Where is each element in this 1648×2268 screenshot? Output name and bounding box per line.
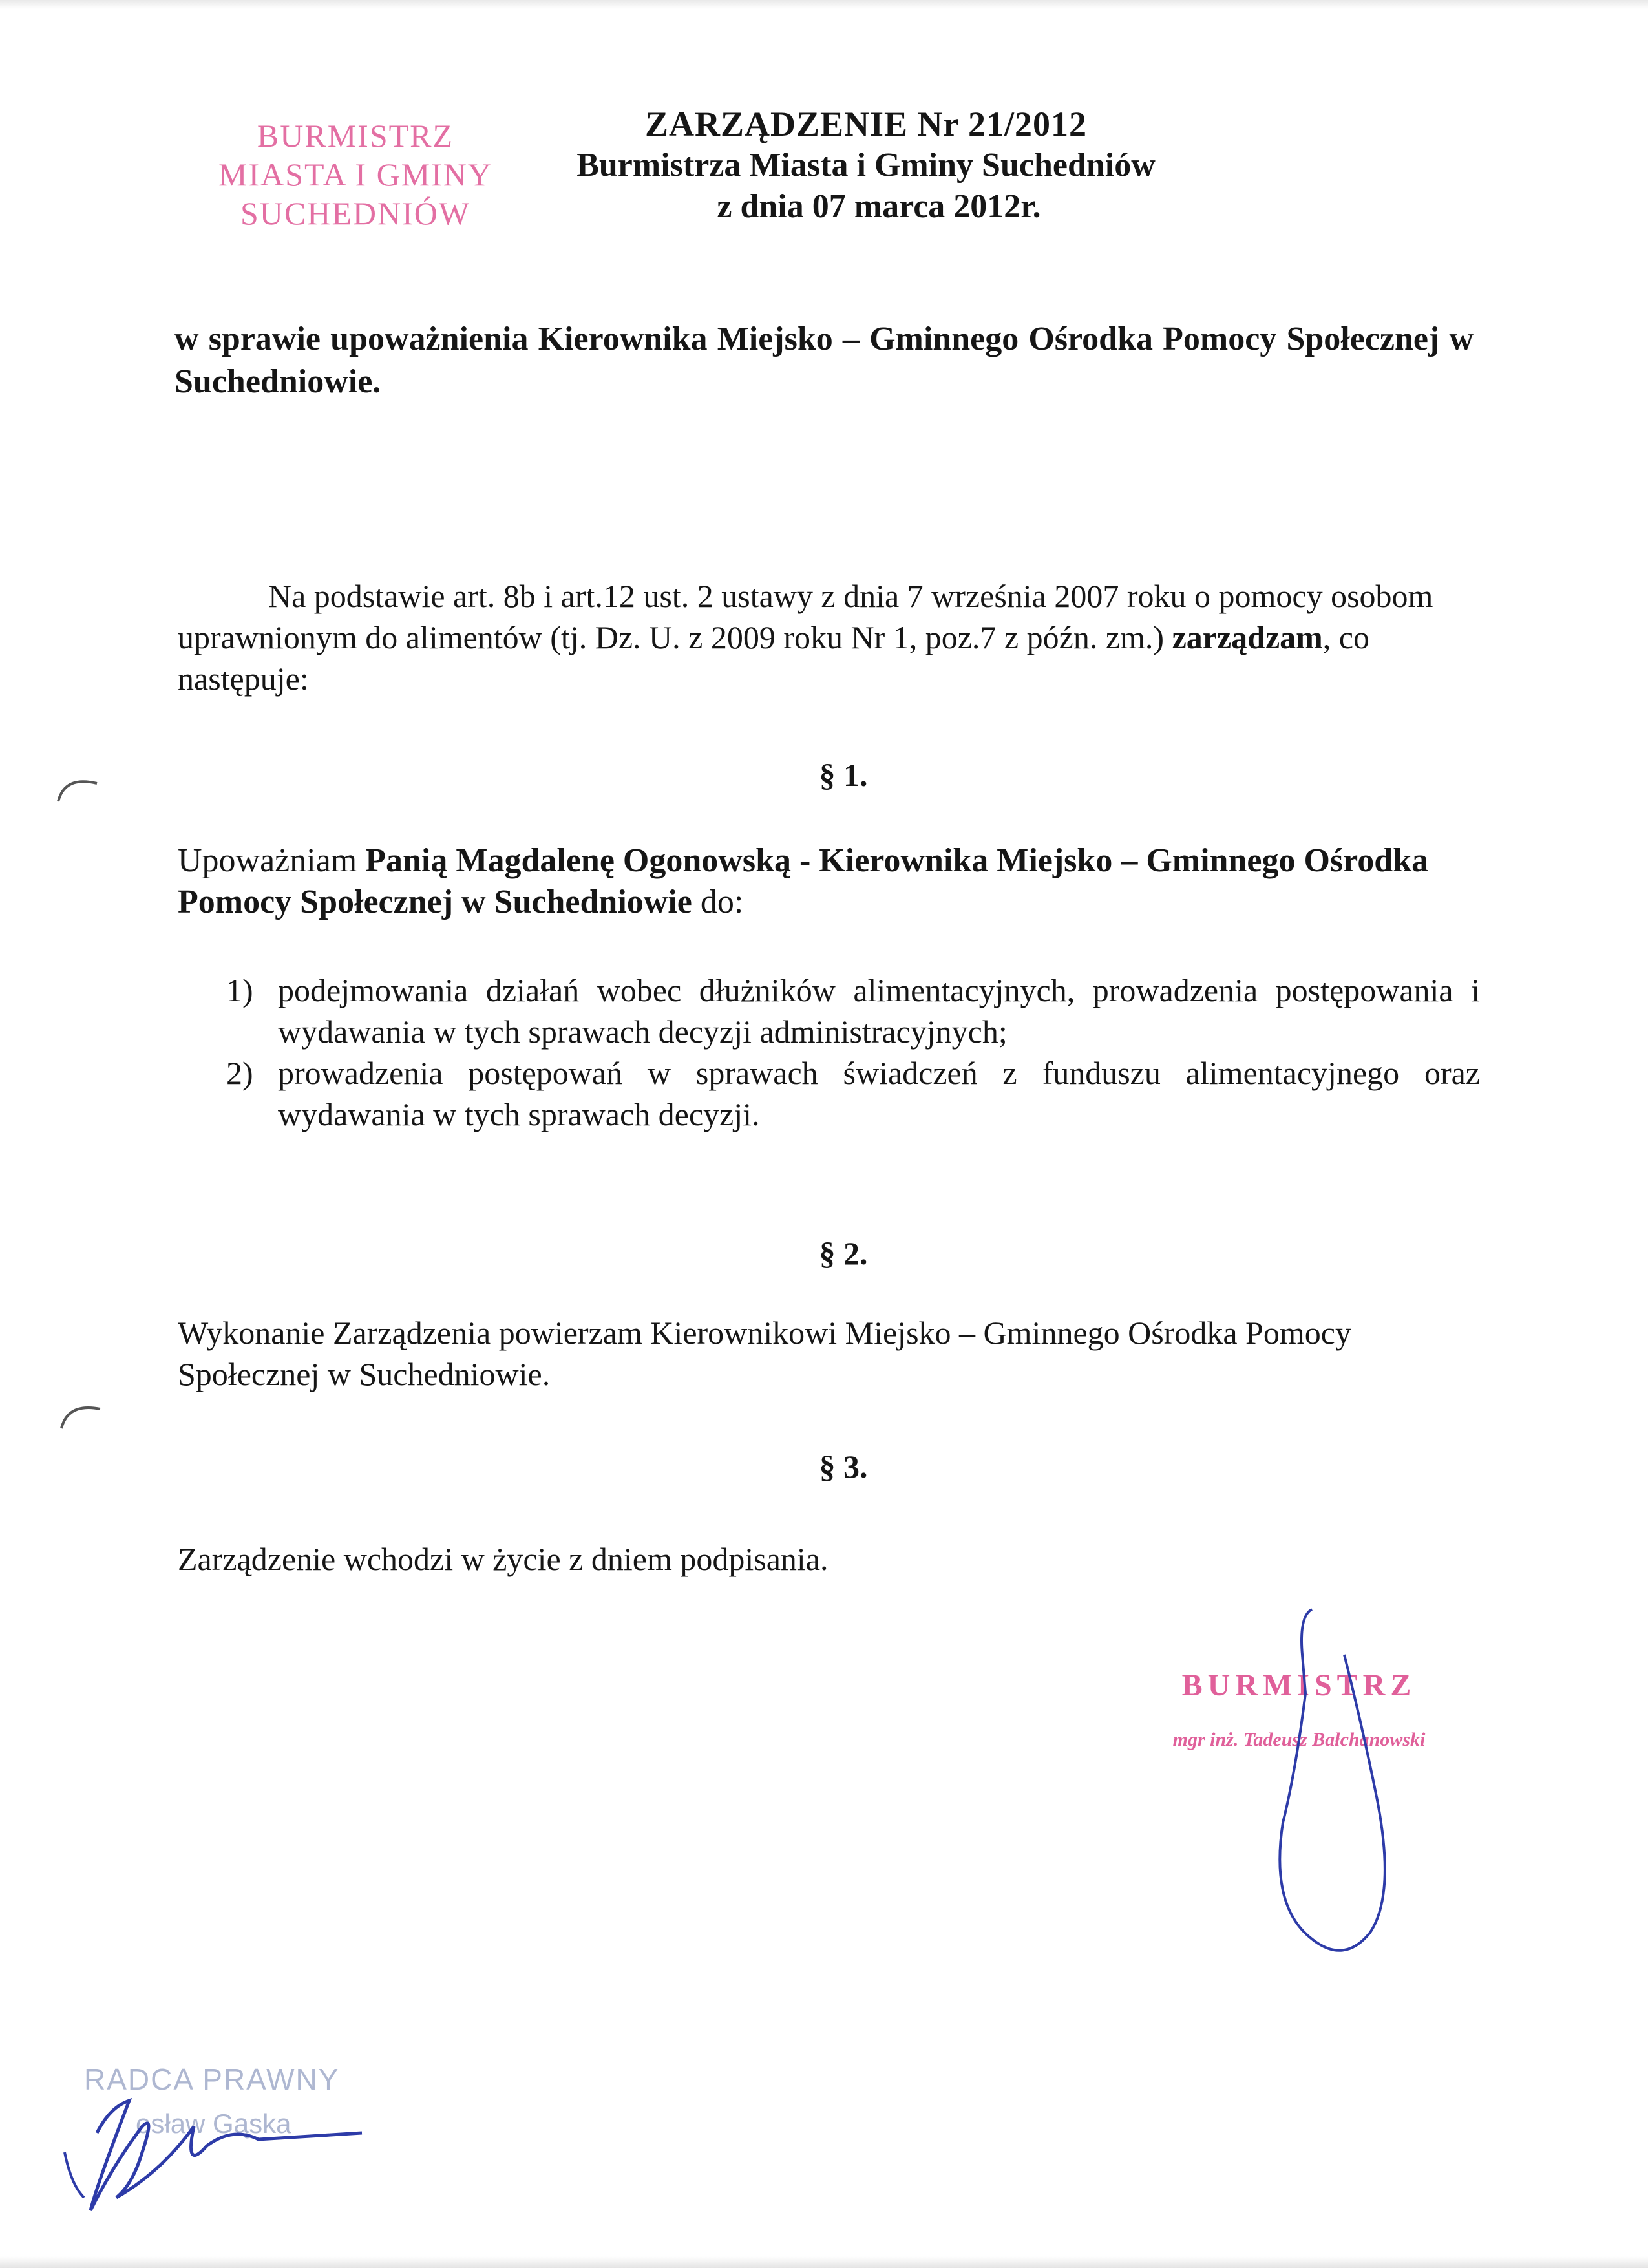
mayor-signature-icon [1280,1609,1385,1951]
stamp-line-3: SUCHEDNIÓW [240,195,471,231]
list-item-text: prowadzenia postępowań w sprawach świadczeń z funduszu alimentacyjnego oraz wydawania w tych sprawach decyzji. [278,1055,1480,1132]
signature-stroke-icon [65,2152,84,2198]
document-subject: w sprawie upoważnienia Kierownika Miejsko – Gminnego Ośrodka Pomocy Społecznej w Suchedniowie. [174,321,1474,400]
signature-stamp-title: BURMISTRZ [1181,1668,1417,1702]
authorization-list [220,970,1480,1135]
page-top-edge [0,0,1648,9]
legal-basis-text: Na podstawie art. 8b i art.12 ust. 2 ustawy z dnia 7 września 2007 roku o pomocy osobom uprawnionym do alimentów (tj. Dz. U. z 2009 roku Nr 1, poz.7 z późn. zm.) [178,578,1433,655]
list-item [220,1052,1480,1135]
authorization-bold: Panią Magdalenę Ogonowską - Kierownika Miejsko – Gminnego Ośrodka Pomocy Społecznej w Suchedniowie [178,842,1429,920]
page-bottom-edge [0,2256,1648,2268]
legal-stamp-name: osław Gąska [136,2108,291,2139]
section-2-mark: § 2. [819,1235,868,1271]
stamp-line-2: MIASTA I GMINY [218,156,492,193]
mayor-signature-stamp [1150,1668,1448,1751]
list-item [220,970,1480,1052]
authorization-tail: do: [692,884,744,920]
effective-date-paragraph: Zarządzenie wchodzi w życie z dniem podpisania. [178,1541,829,1577]
list-item-number: 1) [226,972,253,1008]
section-3-mark: § 3. [819,1448,868,1485]
legal-adviser-stamp [39,2062,375,2139]
legal-basis-bold: zarządzam [1172,619,1323,655]
stamp-line-1: BURMISTRZ [257,118,454,154]
authorization-lead: Upoważniam [178,842,366,879]
legal-basis-tail: , co następuje: [178,619,1369,697]
list-item-number: 2) [226,1055,253,1091]
list-item-text: podejmowania działań wobec dłużników alimentacyjnych, prowadzenia postępowania i wydawania w tych sprawach decyzji administracyjnych; [278,972,1480,1050]
legal-stamp-title: RADCA PRAWNY [84,2062,340,2096]
authorization-paragraph [178,840,1483,923]
title-ordinance-number: ZARZĄDZENIE Nr 21/2012 [644,105,1088,143]
execution-paragraph: Wykonanie Zarządzenia powierzam Kierownikowi Miejsko – Gminnego Ośrodka Pomocy Społecznej w Suchedniowie. [178,1315,1351,1392]
mayor-office-stamp [187,116,523,233]
section-1-mark: § 1. [819,757,868,793]
signature-stamp-name: mgr inż. Tadeusz Bałchanowski [1172,1729,1426,1750]
title-date: z dnia 07 marca 2012r. [717,188,1041,225]
title-issuer: Burmistrza Miasta i Gminy Suchedniów [576,147,1156,184]
legal-basis-paragraph [178,575,1483,699]
document-title [491,103,1241,228]
punch-hole-mark-icon [61,1408,100,1428]
